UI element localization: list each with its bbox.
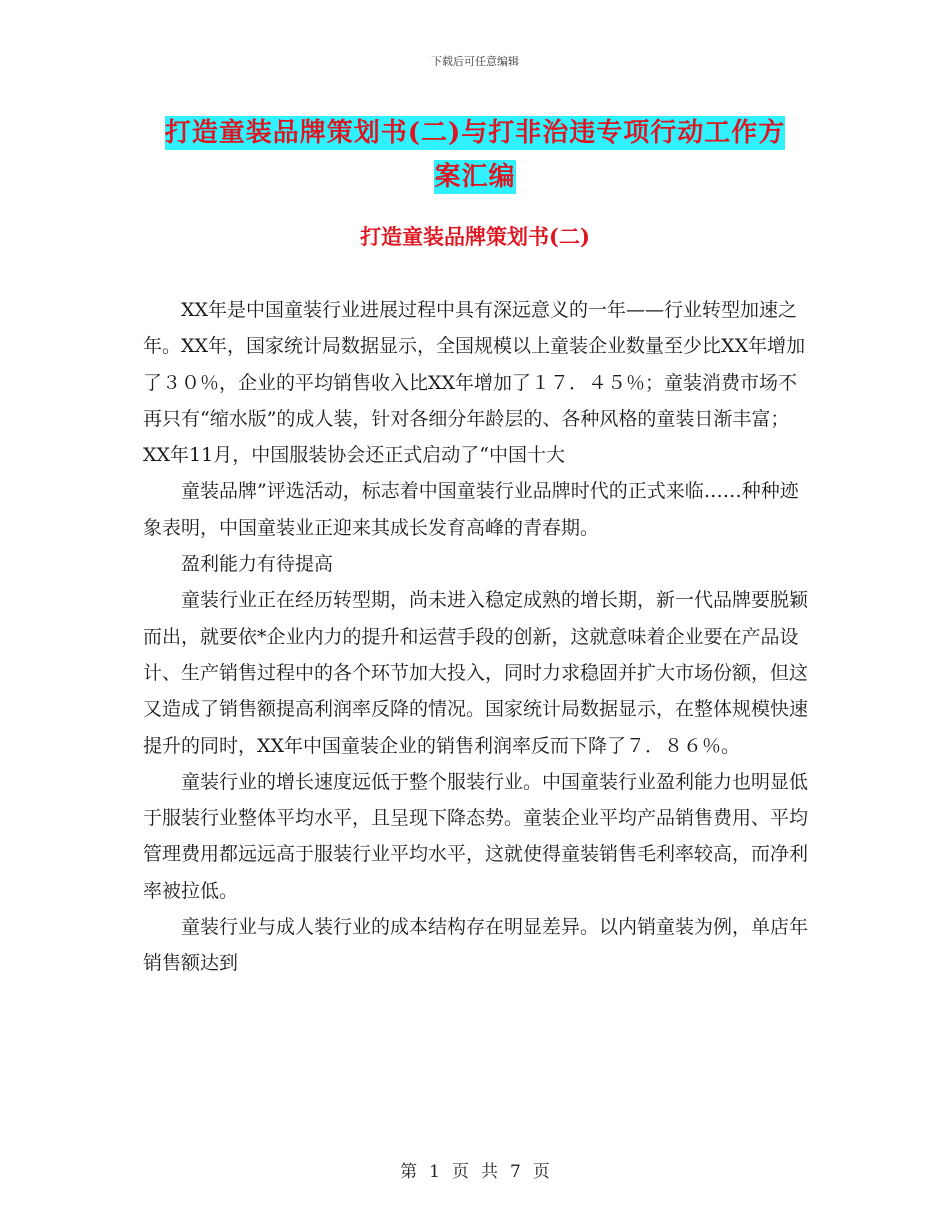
footer-label-gong: 共 xyxy=(481,1162,498,1182)
paragraph: 童装行业与成人装行业的成本结构存在明显差异。以内销童装为例，单店年销售额达到 xyxy=(143,916,809,975)
title-highlight: 打造童装品牌策划书(二)与打非治违专项行动工作方 xyxy=(164,118,786,148)
page-footer xyxy=(0,1157,950,1182)
document-title-line-2 xyxy=(120,156,830,193)
footer-label-ye-2: 页 xyxy=(532,1162,550,1182)
section-title: 打造童装品牌策划书(二) xyxy=(360,224,590,249)
footer-label-di: 第 xyxy=(400,1162,418,1182)
paragraph: 童装行业的增长速度远低于整个服装行业。中国童装行业盈利能力也明显低于服装行业整体平均水平，且呈现下降态势。童装企业平均产品销售费用、平均管理费用都远远高于服装行业平均水平，这就使得童装销售毛利率较高，而净利率被拉低。 xyxy=(143,770,809,902)
paragraph: 童装品牌”评选活动，标志着中国童装行业品牌时代的正式来临……种种迹象表明，中国童装业正迎来其成长发育高峰的青春期。 xyxy=(143,480,799,539)
document-body xyxy=(143,292,808,982)
paragraph: XX年是中国童装行业进展过程中具有深远意义的一年——行业转型加速之年。XX年，国家统计局数据显示，全国规模以上童装企业数量至少比XX年增加了３０％，企业的平均销售收入比XX年增加了１７．４５％；童装消费市场不再只有“缩水版”的成人装，针对各细分年龄层的、各种风格的童装日渐丰富；XX年11月，中国服装协会还正式启动了“中国十大 xyxy=(143,299,806,467)
paragraph-heading: 盈利能力有待提高 xyxy=(181,553,334,576)
document-title-line-1 xyxy=(120,112,830,149)
footer-label-ye: 页 xyxy=(452,1162,469,1182)
footer-total-pages: 7 xyxy=(510,1162,521,1182)
footer-page-number: 1 xyxy=(429,1162,440,1182)
page-header-note: 下载后可任意编辑 xyxy=(431,55,519,68)
title-highlight: 案汇编 xyxy=(434,162,516,192)
paragraph: 童装行业正在经历转型期，尚未进入稳定成熟的增长期，新一代品牌要脱颖而出，就要依*企业内力的提升和运营手段的创新，这就意味着企业要在产品设计、生产销售过程中的各个环节加大投入，同时力求稳固并扩大市场份额，但这又造成了销售额提高利润率反降的情况。国家统计局数据显示，在整体规模快速提升的同时，XX年中国童装企业的销售利润率反而下降了７．８６％。 xyxy=(143,589,809,757)
